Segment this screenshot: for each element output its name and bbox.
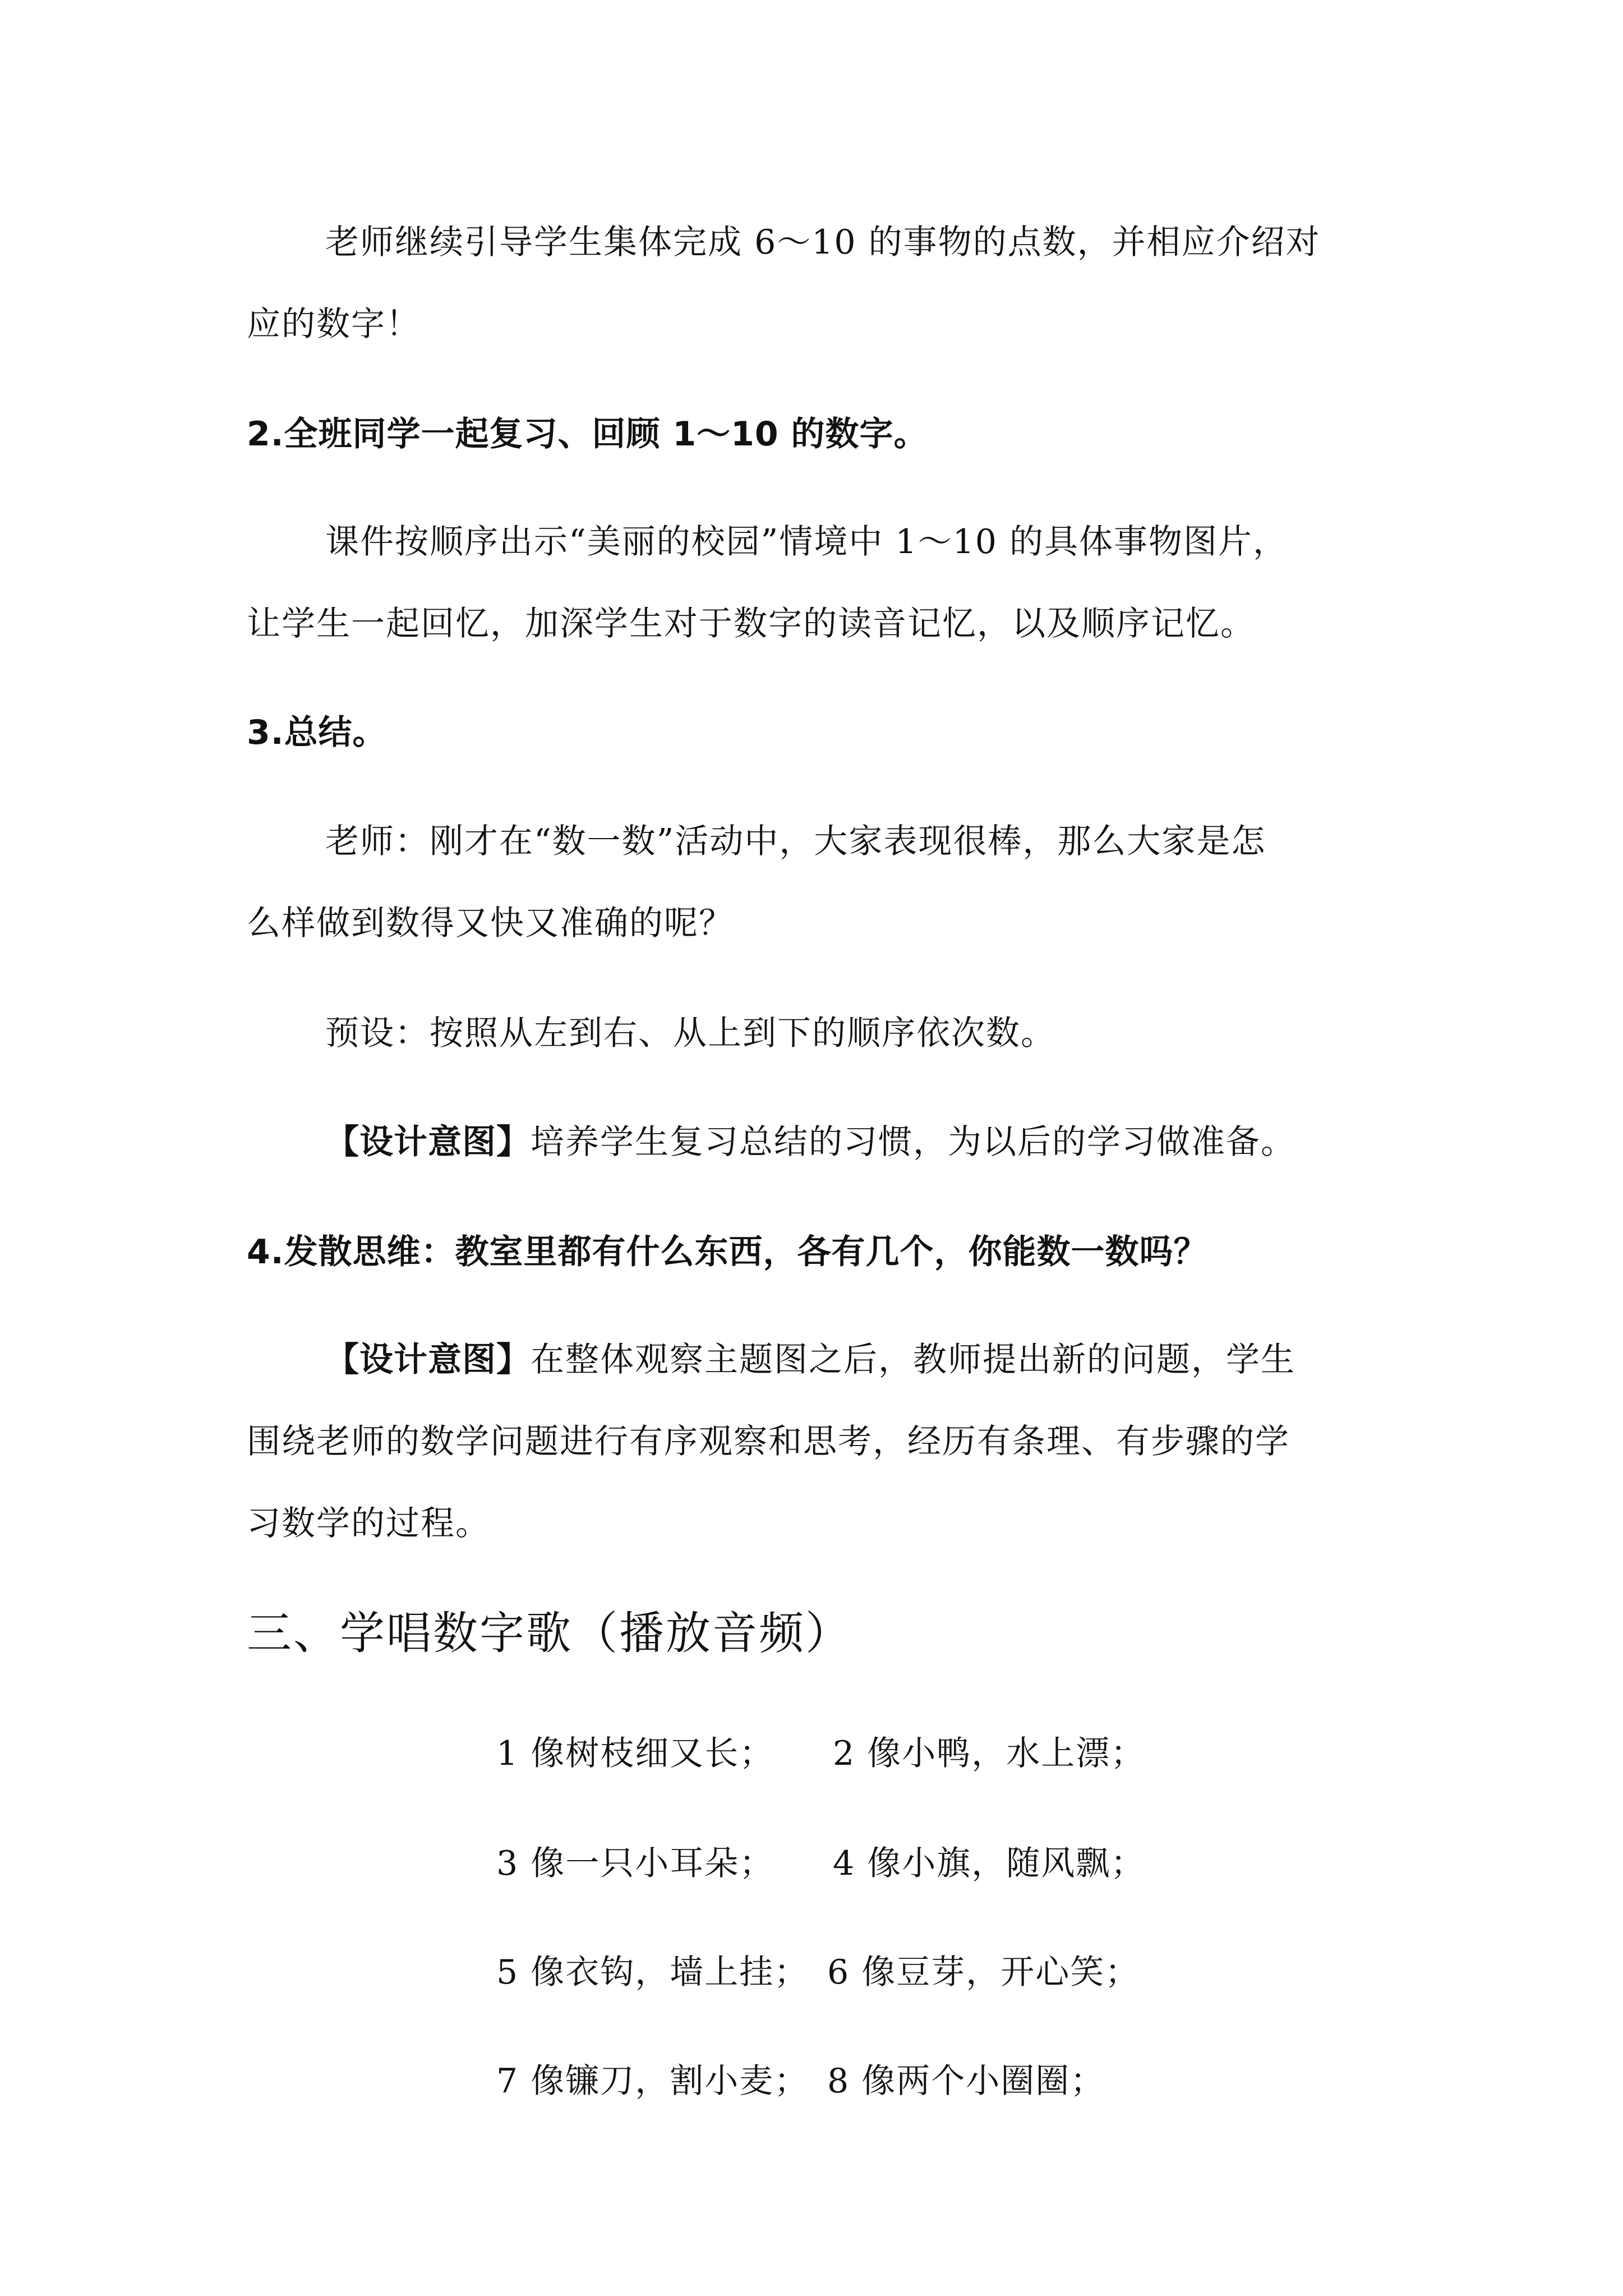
- song-line-right: 6 像豆芽，开心笑；: [827, 1953, 1140, 1992]
- song-line-left: 5 像衣钩，墙上挂；: [496, 1953, 809, 1992]
- song-line-right: 2 像小鸭，水上漂；: [833, 1734, 1146, 1773]
- numbered-heading: 3.总结。: [247, 713, 387, 752]
- paragraph-line: 习数学的过程。: [247, 1504, 490, 1543]
- paragraph-line: 老师继续引导学生集体完成 6～10 的事物的点数，并相应介绍对: [325, 223, 1321, 262]
- design-intent-label: 【设计意图】: [325, 1122, 531, 1162]
- paragraph-line: 围绕老师的数学问题进行有序观察和思考，经历有条理、有步骤的学: [247, 1422, 1290, 1461]
- song-line-right: 8 像两个小圈圈；: [827, 2062, 1105, 2101]
- design-intent-text: 在整体观察主题图之后，教师提出新的问题，学生: [531, 1340, 1295, 1379]
- paragraph-line: 让学生一起回忆，加深学生对于数字的读音记忆，以及顺序记忆。: [247, 604, 1255, 643]
- design-intent-paragraph: [325, 1337, 1492, 1382]
- paragraph-line: 老师：刚才在“数一数”活动中，大家表现很棒，那么大家是怎: [325, 822, 1266, 861]
- paragraph-line: 么样做到数得又快又准确的呢？: [247, 904, 734, 943]
- paragraph-line: 应的数字！: [247, 305, 421, 344]
- paragraph-line: 课件按顺序出示“美丽的校园”情境中 1～10 的具体事物图片，: [325, 522, 1288, 562]
- song-line-left: 3 像一只小耳朵；: [496, 1844, 774, 1883]
- design-intent-paragraph: [325, 1120, 1492, 1165]
- numbered-heading: 4.发散思维：教室里都有什么东西，各有几个，你能数一数吗？: [247, 1232, 1208, 1272]
- design-intent-label: 【设计意图】: [325, 1340, 531, 1379]
- paragraph-line: 预设：按照从左到右、从上到下的顺序依次数。: [325, 1014, 1055, 1053]
- song-line-left: 7 像镰刀，割小麦；: [496, 2062, 809, 2101]
- design-intent-text: 培养学生复习总结的习惯，为以后的学习做准备。: [531, 1122, 1295, 1162]
- section-title: 三、学唱数字歌（播放音频）: [247, 1607, 852, 1659]
- song-line-left: 1 像树枝细又长；: [496, 1734, 774, 1773]
- song-line-right: 4 像小旗，随风飘；: [833, 1844, 1146, 1883]
- numbered-heading: 2.全班同学一起复习、回顾 1～10 的数字。: [247, 415, 928, 454]
